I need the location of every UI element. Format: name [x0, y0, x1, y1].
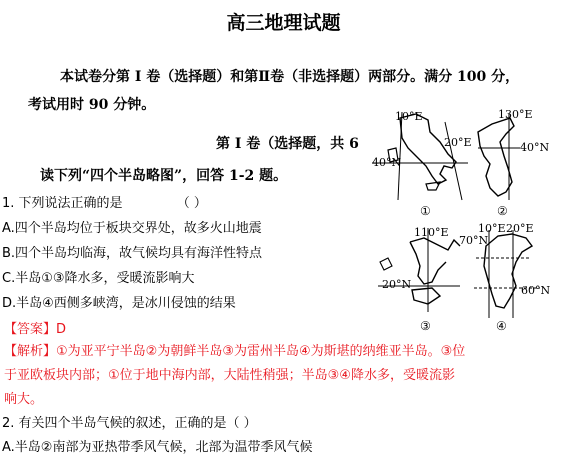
intro-line-2: 考试用时 90 分钟。	[28, 97, 156, 113]
intro-line-1: 本试卷分第 I 卷（选择题）和第Ⅱ卷（非选择题）两部分。满分 100 分，	[60, 69, 520, 85]
map2-number: ②	[497, 204, 508, 218]
peninsula-3-outline	[410, 238, 460, 284]
map2-lat-label: 40°N	[520, 141, 550, 154]
map2-lon-label: 130°E	[498, 108, 533, 121]
map3-number: ③	[420, 319, 431, 333]
analysis-line-2: 于亚欧板块内部；①位于地中海内部，大陆性稍强；半岛③④降水多，受暖流影	[4, 368, 455, 383]
q2-stem: 2. 有关四个半岛气候的叙述，正确的是（ ）	[2, 416, 257, 431]
map4-lat2-label: 60°N	[521, 284, 551, 297]
map-2-korean	[478, 108, 549, 218]
q1-blank: （ ）	[176, 196, 207, 211]
map1-lon2-label: 20°E	[444, 136, 472, 149]
analysis-label: 【解析】	[4, 344, 57, 359]
q1-option-c: C.半岛①③降水多，受暖流影响大	[2, 271, 195, 286]
read-prompt: 读下列“四个半岛略图”，回答 1-2 题。	[40, 168, 288, 184]
map4-lat1-label: 70°N	[459, 234, 489, 247]
map4-lon1-label: 10°E	[478, 222, 506, 235]
map-1-apennine	[372, 110, 472, 218]
peninsula-1-outline	[400, 114, 456, 184]
section-heading: 第 I 卷（选择题，共 6	[216, 136, 359, 152]
answer-value: D	[56, 322, 67, 337]
map4-lon2-label: 20°E	[506, 222, 534, 235]
q2-option-a: A.半岛②南部为亚热带季风气候，北部为温带季风气候	[2, 440, 313, 455]
map1-lat-label: 40°N	[372, 156, 402, 169]
map-3-leizhou	[378, 226, 460, 333]
map3-lat-label: 20°N	[382, 278, 412, 291]
map-4-scandinavian	[459, 222, 550, 333]
map1-lon-label: 10°E	[395, 110, 423, 123]
page-title: 高三地理试题	[226, 12, 341, 34]
analysis-line-1: 【解析】①为亚平宁半岛②为朝鲜半岛③为雷州半岛④为斯堪的纳维亚半岛。③位	[4, 344, 466, 359]
q1-stem: 1. 下列说法正确的是	[2, 196, 123, 211]
q1-option-d: D.半岛④西侧多峡湾，是冰川侵蚀的结果	[2, 296, 236, 311]
q1-option-a: A.四个半岛均位于板块交界处，故多火山地震	[2, 221, 262, 236]
answer-label: 【答案】	[4, 322, 57, 337]
q1-option-b: B.四个半岛均临海，故气候均具有海洋性特点	[2, 246, 263, 261]
map3-lon-label: 110°E	[414, 226, 449, 239]
analysis-line-3: 响大。	[4, 392, 44, 407]
map1-number: ①	[420, 204, 431, 218]
map4-number: ④	[496, 319, 507, 333]
